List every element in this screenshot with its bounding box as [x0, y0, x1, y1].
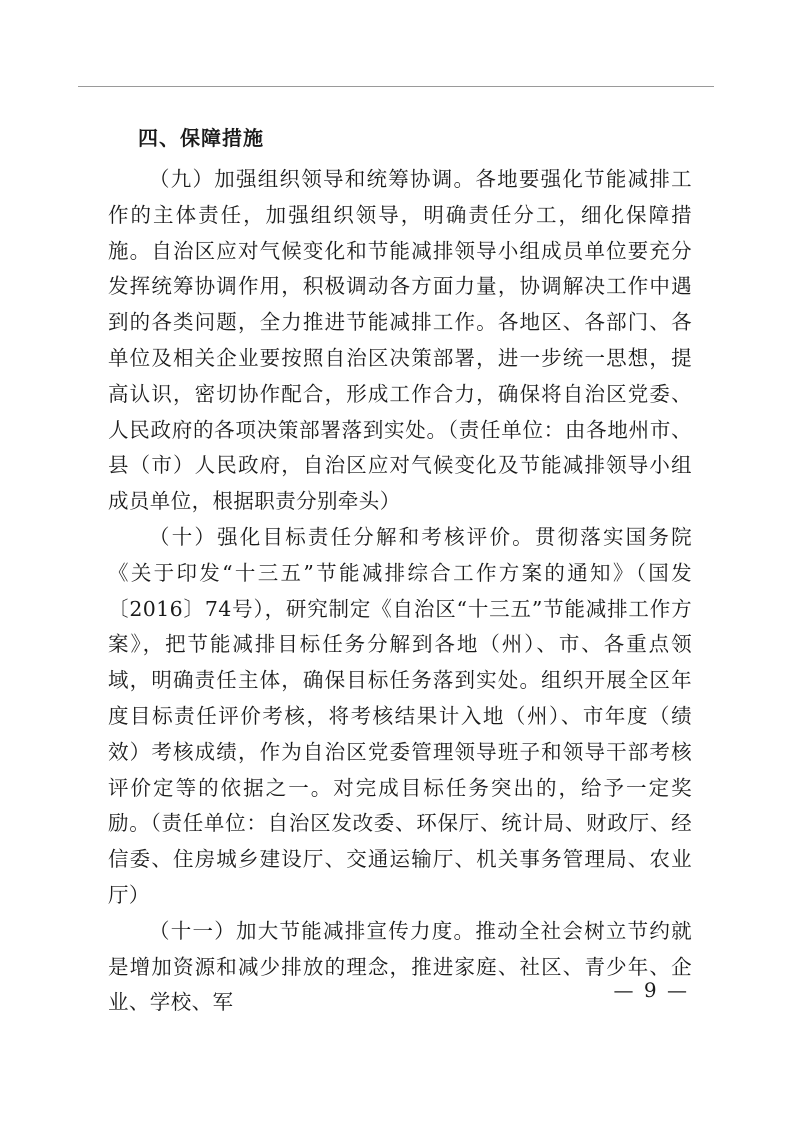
- paragraph-10-text: 贯彻落实国务院《关于印发“十三五”节能减排综合工作方案的通知》（国发〔2016〕74号），研究制定《自治区“十三五”节能减排工作方案》，把节能减排目标任务分解到各地（州）、市、各重点领域，明确责任主体，确保目标任务落到实处。组织开展全区年度目标责任评价考核，将考核结果计入地（州）、市年度（绩效）考核成绩，作为自治区党委管理领导班子和领导干部考核评价定等的依据之一。对完成目标任务突出的，给予一定奖励。（责任单位：自治区发改委、环保厅、统计局、财政厅、经信委、住房城乡建设厅、交通运输厅、机关事务管理局、农业厅）: [108, 524, 692, 907]
- paragraph-11-lead: （十一）加大节能减排宣传力度。: [149, 918, 476, 943]
- paragraph-10: [108, 520, 692, 914]
- paragraph-10-lead: （十）强化目标责任分解和考核评价。: [149, 524, 535, 549]
- paragraph-9: [108, 162, 692, 520]
- header-rule: [78, 86, 714, 87]
- document-body: [108, 124, 692, 1021]
- paragraph-11: [108, 914, 692, 1021]
- paragraph-9-text: 各地要强化节能减排工作的主体责任，加强组织领导，明确责任分工，细化保障措施。自治区应对气候变化和节能减排领导小组成员单位要充分发挥统筹协调作用，积极调动各方面力量，协调解决工作中遇到的各类问题，全力推进节能减排工作。各地区、各部门、各单位及相关企业要按照自治区决策部署，进一步统一思想，提高认识，密切协作配合，形成工作合力，确保将自治区党委、人民政府的各项决策部署落到实处。（责任单位：由各地州市、县（市）人民政府，自治区应对气候变化及节能减排领导小组成员单位，根据职责分别牵头）: [108, 167, 692, 514]
- page-number: — 9 —: [613, 978, 689, 1002]
- paragraph-11-text: 推动全社会树立节约就是增加资源和减少排放的理念，推进家庭、社区、青少年、企业、学校、军: [108, 918, 692, 1015]
- paragraph-9-lead: （九）加强组织领导和统筹协调。: [149, 167, 476, 191]
- section-heading: 四、保障措施: [138, 126, 264, 150]
